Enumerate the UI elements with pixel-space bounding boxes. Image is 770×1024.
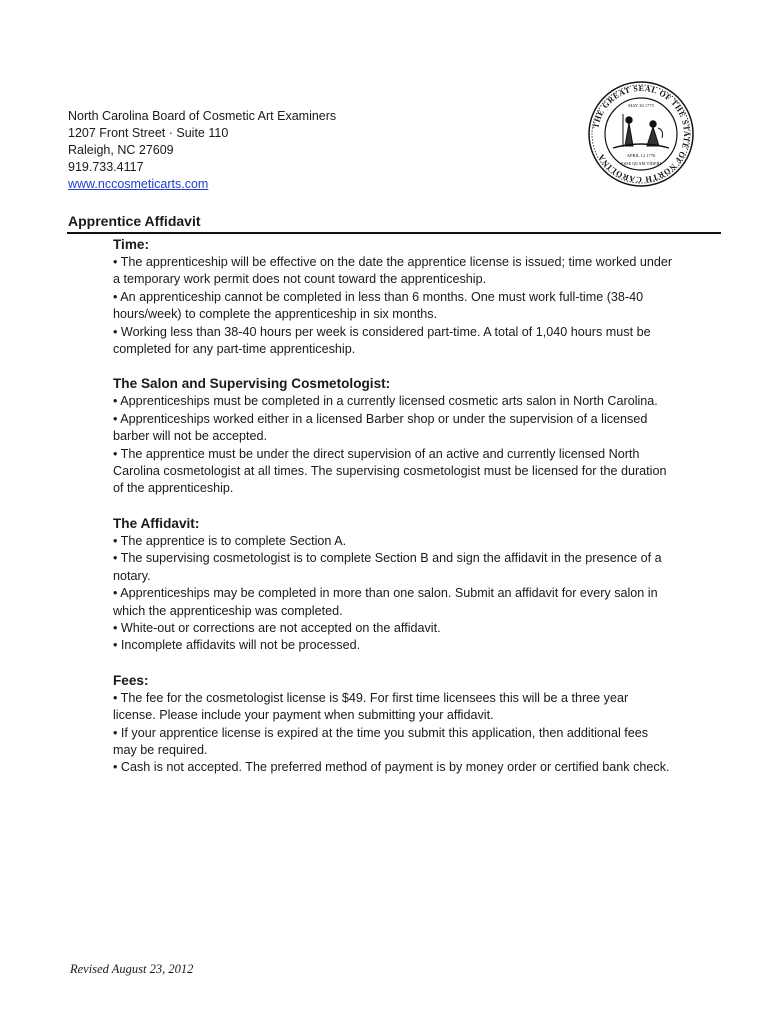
letterhead [68,108,336,193]
bullet-item: • The apprentice is to complete Section A. [113,533,347,548]
bullet-item: • Cash is not accepted. The preferred method of payment is by money order or certified bank check. [113,760,670,775]
website-link[interactable]: www.nccosmeticarts.com [68,177,209,191]
section-heading: Time: [113,237,150,252]
seal-ring-text: THE GREAT SEAL OF THE STATE OF NORTH CAROLINA [591,83,692,185]
section-heading: The Affidavit: [113,515,200,531]
section-fees [113,671,673,777]
bullet-item: • Apprenticeships must be completed in a currently licensed cosmetic arts salon in North Carolina. [113,394,658,409]
section-heading: The Salon and Supervising Cosmetologist: [113,376,391,392]
bullet-item: • An apprenticeship cannot be completed in less than 6 months. One must work full-time (38-40 hours/week) to complete the apprenticeship in six months. [113,289,644,322]
section-time [113,235,673,358]
phone-number: 919.733.4117 [68,160,144,174]
document-title: Apprentice Affidavit [68,213,201,229]
bullet-item: • If your apprentice license is expired at the time you submit this application, then additional fees may be required. [113,725,649,757]
bullet-item: • Incomplete affidavits will not be processed. [113,638,361,653]
seal-date-top: MAY 20 1775 [628,103,654,108]
title-divider [67,232,721,234]
bullet-item: • Working less than 38-40 hours per week is considered part-time. A total of 1,040 hours must be completed for any part-time apprenticeship. [113,324,651,357]
org-name: North Carolina Board of Cosmetic Art Examiners [68,109,337,123]
instructions-body [113,235,673,793]
revision-date: Revised August 23, 2012 [70,962,194,976]
seal-motto: ESSE QUAM VIDERI [621,161,661,166]
seal-date-bottom: APRIL 12 1776 [626,153,656,158]
bullet-item: • Apprenticeships worked either in a licensed Barber shop or under the supervision of a licensed barber will not be accepted. [113,411,648,444]
bullet-item: • Apprenticeships may be completed in more than one salon. Submit an affidavit for every salon in which the apprenticeship was completed. [113,586,658,618]
street-address: 1207 Front Street · Suite 110 [68,126,229,140]
section-heading: Fees: [113,672,149,688]
section-salon [113,374,673,497]
state-seal-icon [587,80,695,188]
bullet-item: • The supervising cosmetologist is to complete Section B and sign the affidavit in the presence of a notary. [113,551,662,583]
bullet-item: • The apprentice must be under the direct supervision of an active and currently licensed North Carolina cosmetologist at all times. The supervising cosmetologist must be licensed for the duration of the apprenticeship. [113,446,667,496]
bullet-item: • White-out or corrections are not accepted on the affidavit. [113,620,441,635]
bullet-item: • The fee for the cosmetologist license is $49. For first time licensees this will be a three year license. Please include your payment when submitting your affidavit. [113,690,629,723]
city-state-zip: Raleigh, NC 27609 [68,143,174,157]
section-affidavit [113,514,673,655]
bullet-item: • The apprenticeship will be effective on the date the apprentice license is issued; time worked under a temporary work permit does not count toward the apprenticeship. [113,255,673,287]
